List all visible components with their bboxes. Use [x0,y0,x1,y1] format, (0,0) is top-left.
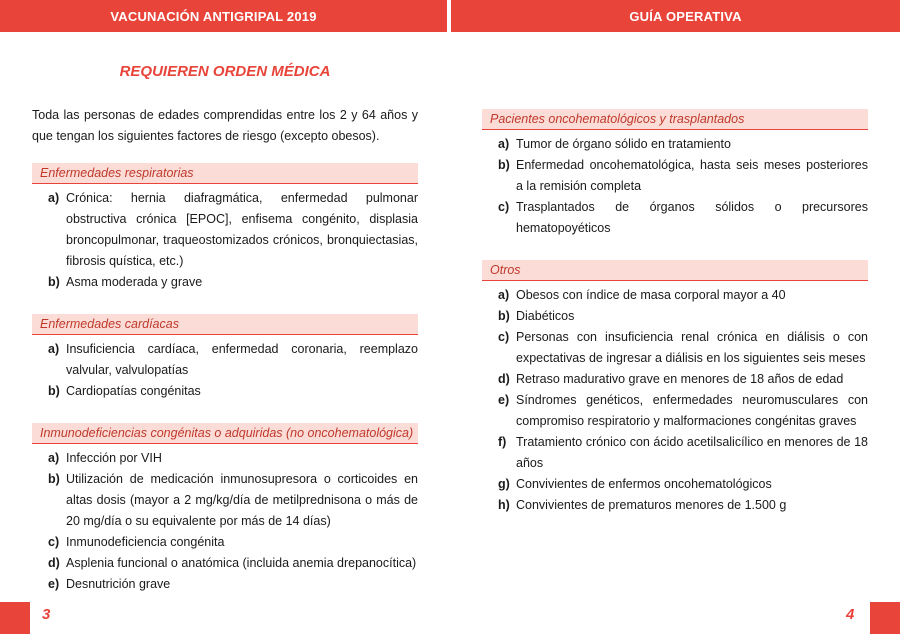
page-number-left: 3 [42,606,51,623]
item-letter: a) [498,137,510,151]
item-letter: b) [48,472,60,486]
item-letter: d) [498,372,510,386]
list-item [482,390,868,432]
item-letter: c) [48,535,60,549]
item-letter: b) [498,309,510,323]
list-item [482,495,868,516]
list-item [32,381,418,402]
list-item [482,134,868,155]
item-letter: e) [498,393,510,407]
item-letter: e) [48,577,60,591]
list-item [32,469,418,532]
item-letter: h) [498,498,510,512]
right-sections [482,109,868,516]
list-item [482,369,868,390]
list-item [32,553,418,574]
page-number-right: 4 [846,606,855,623]
left-column [32,105,418,616]
item-letter: c) [498,330,510,344]
item-text: Asplenia funcional o anatómica (incluida anemia drepanocítica) [66,556,417,570]
guide-title: GUÍA OPERATIVA [629,8,742,24]
item-letter: b) [48,384,60,398]
section [482,260,868,516]
list-item [32,532,418,553]
item-text: Enfermedad oncohematológica, hasta seis meses posteriores a la remisión completa [516,158,868,193]
section [32,163,418,293]
footer-right-bar [870,602,900,634]
item-letter: b) [48,275,60,289]
item-text: Trasplantados de órganos sólidos o precursores hematopoyéticos [516,200,868,235]
item-text: Inmunodeficiencia congénita [66,535,225,549]
item-text: Convivientes de prematuros menores de 1.500 g [516,498,787,512]
list-item [32,339,418,381]
item-text: Síndromes genéticos, enfermedades neuromusculares con compromiso respiratorio y malformaciones congénitas graves [516,393,868,428]
list-item [482,285,868,306]
section [482,109,868,239]
item-letter: f) [498,435,507,449]
item-letter: d) [48,556,60,570]
list-item [32,574,418,595]
document-title: VACUNACIÓN ANTIGRIPAL 2019 [110,8,317,24]
item-text: Convivientes de enfermos oncohematológicos [516,477,772,491]
item-letter: a) [48,342,60,356]
item-letter: c) [498,200,510,214]
item-text: Cardiopatías congénitas [66,384,201,398]
item-text: Utilización de medicación inmunosupresora o corticoides en altas dosis (mayor a 2 mg/kg/día de metilprednisona o más de 20 mg/día o su equivalente por más de 14 días) [66,472,418,528]
item-letter: a) [498,288,510,302]
left-sections [32,163,418,595]
right-column [482,109,868,537]
item-letter: a) [48,451,60,465]
header-right-bar [451,0,900,32]
item-letter: a) [48,191,60,205]
list-item [32,272,418,293]
item-text: Desnutrición grave [66,577,171,591]
section-heading: Enfermedades respiratorias [32,163,418,184]
list-item [32,188,418,272]
item-text: Diabéticos [516,309,575,323]
list-item [32,448,418,469]
item-text: Asma moderada y grave [66,275,203,289]
intro-paragraph: Toda las personas de edades comprendidas entre los 2 y 64 años y que tengan los siguientes factores de riesgo (excepto obesos). [32,108,418,143]
list-item [482,327,868,369]
item-text: Crónica: hernia diafragmática, enfermedad pulmonar obstructiva crónica [EPOC], enfisema congénito, displasia broncopulmonar, traqueostomizados crónicos, bronquiectasias, fibrosis quística, etc.) [66,191,418,268]
list-item [482,197,868,239]
page-title: REQUIEREN ORDEN MÉDICA [119,63,331,80]
list-item [482,306,868,327]
section-heading: Pacientes oncohematológicos y trasplantados [482,109,868,130]
item-text: Infección por VIH [66,451,162,465]
item-text: Tumor de órgano sólido en tratamiento [516,137,731,151]
section-heading: Enfermedades cardíacas [32,314,418,335]
section-heading: Otros [482,260,868,281]
section [32,423,418,595]
item-letter: g) [498,477,510,491]
footer-left-bar [0,602,30,634]
section [32,314,418,402]
item-text: Retraso madurativo grave en menores de 18 años de edad [516,372,844,386]
item-letter: b) [498,158,510,172]
item-text: Insuficiencia cardíaca, enfermedad coronaria, reemplazo valvular, valvulopatías [66,342,418,377]
item-text: Tratamiento crónico con ácido acetilsalicílico en menores de 18 años [516,435,868,470]
list-item [482,474,868,495]
list-item [482,432,868,474]
section-heading: Inmunodeficiencias congénitas o adquiridas (no oncohematológica) [32,423,418,444]
item-text: Obesos con índice de masa corporal mayor a 40 [516,288,786,302]
header-left-bar [0,0,447,32]
item-text: Personas con insuficiencia renal crónica en diálisis o con expectativas de ingresar a diálisis en los siguientes seis meses [516,330,868,365]
list-item [482,155,868,197]
